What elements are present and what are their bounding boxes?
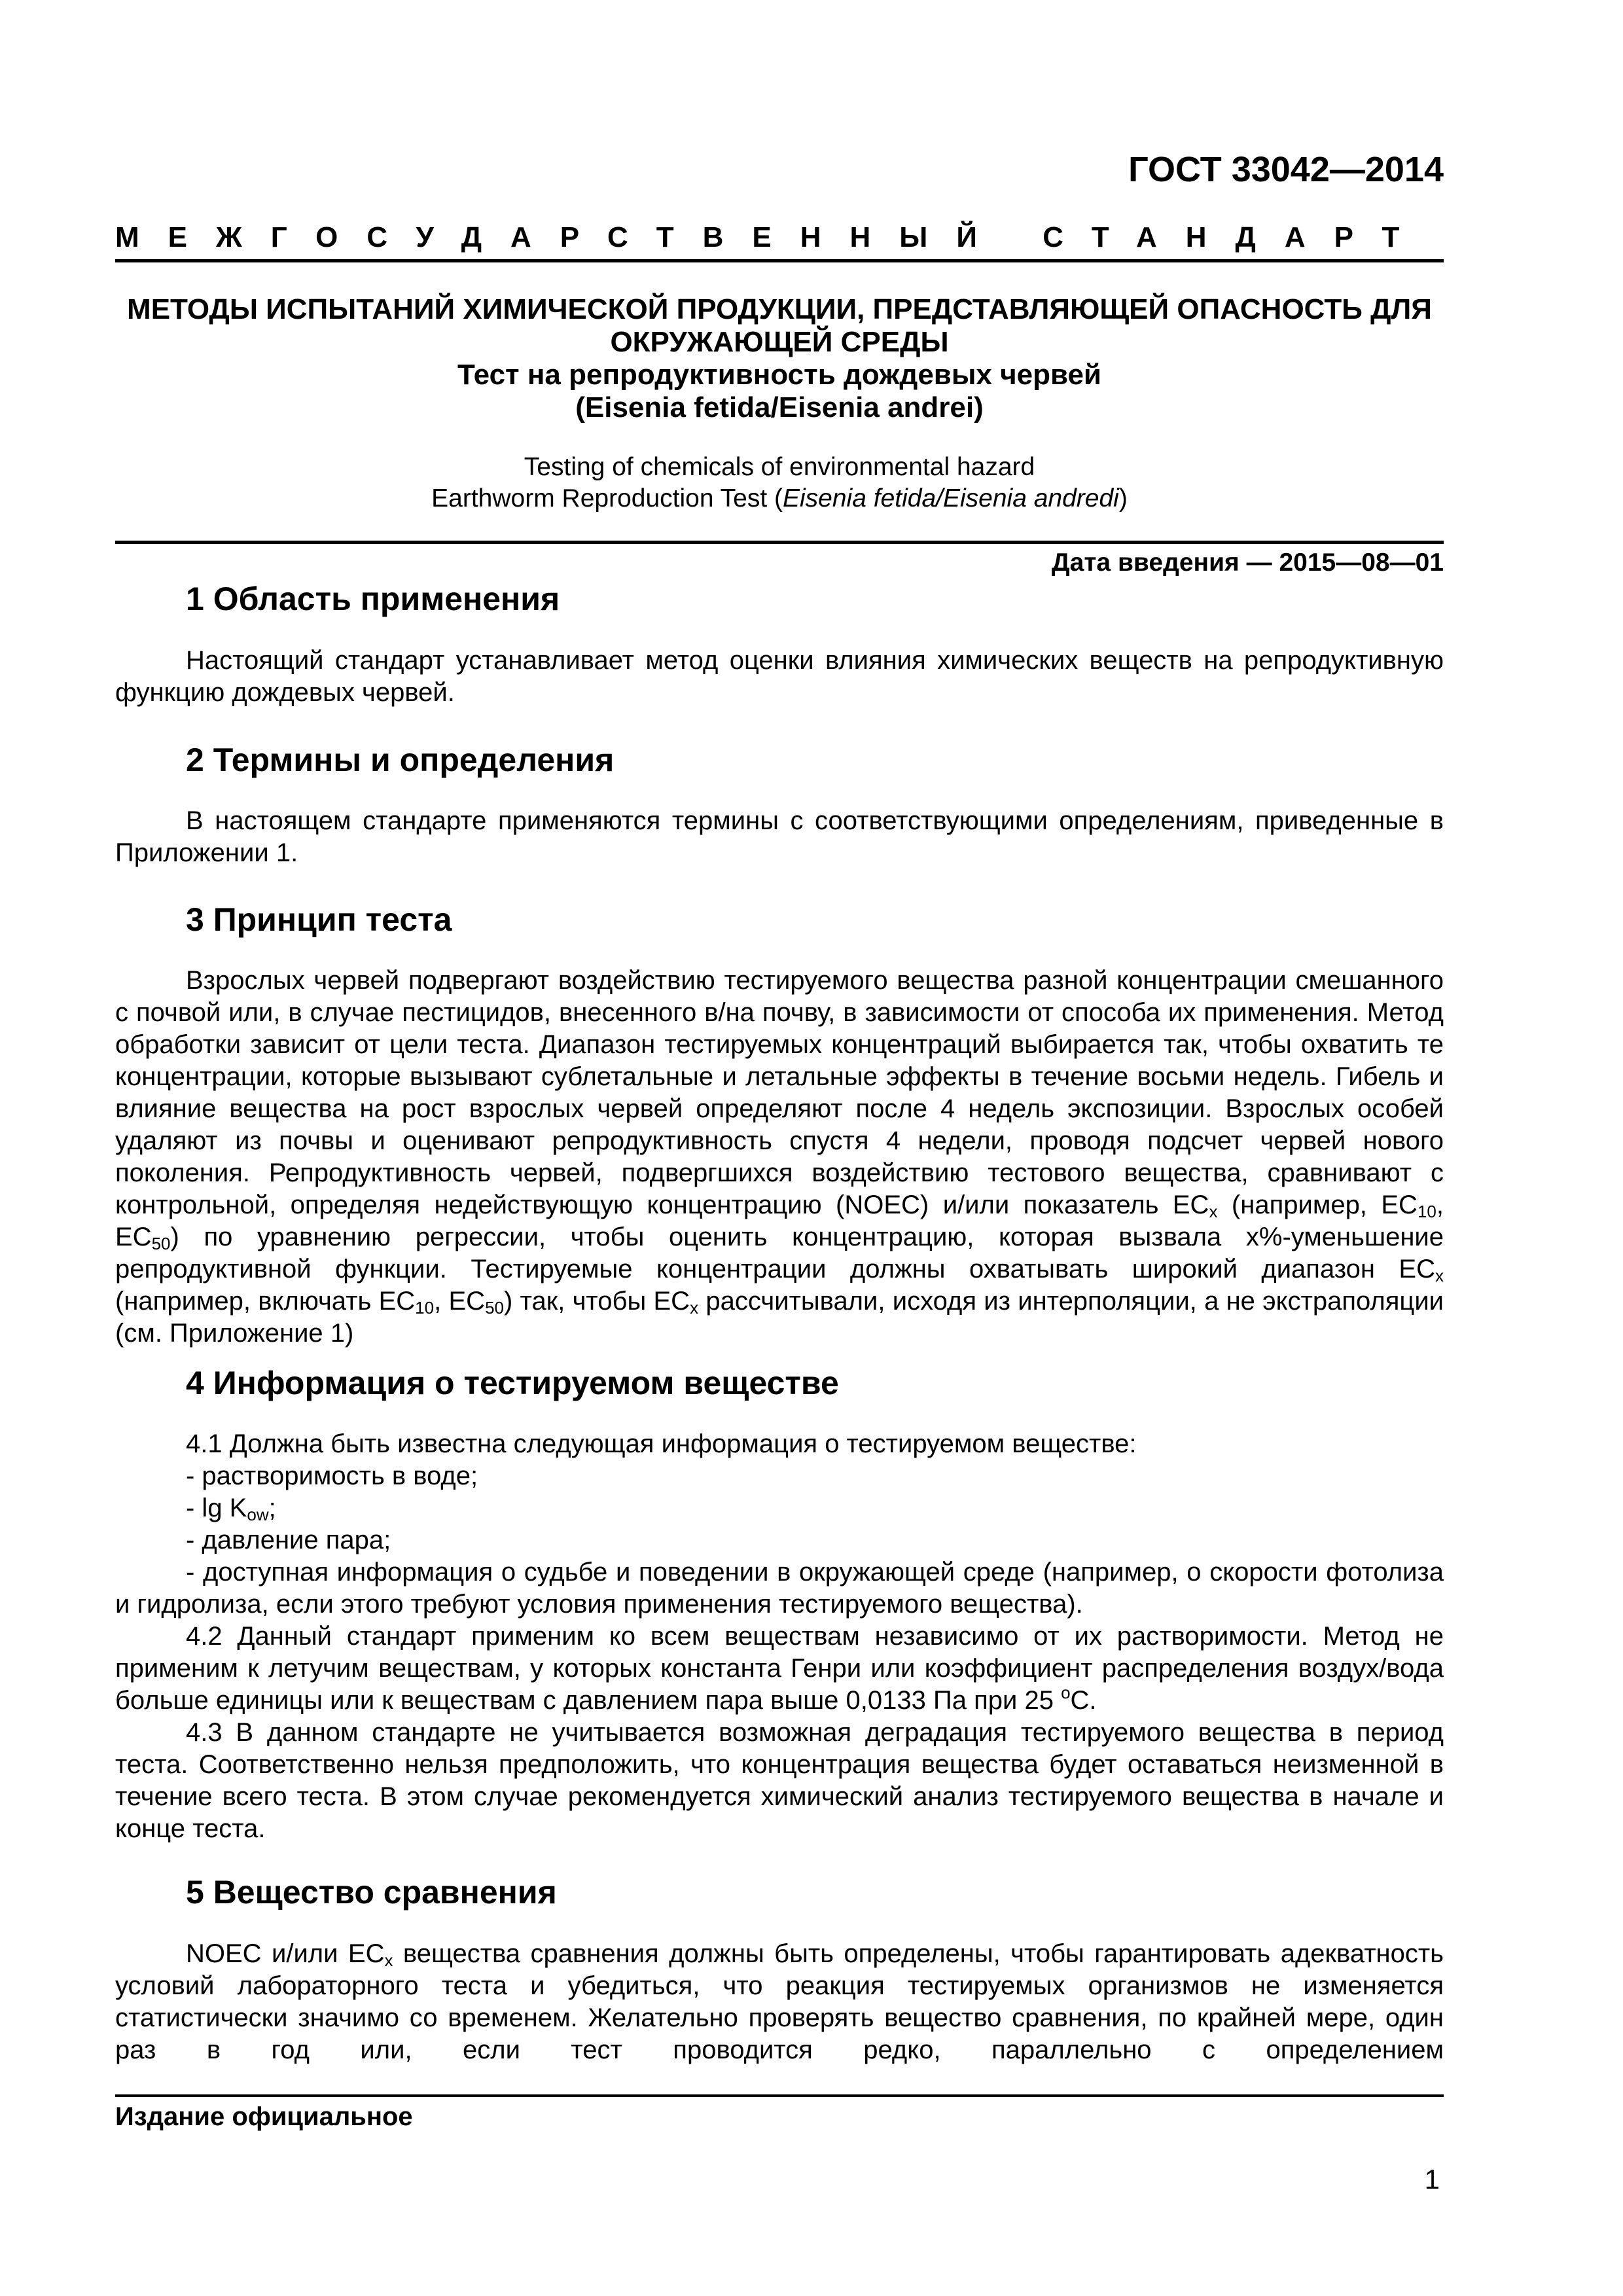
title-line-2: ОКРУЖАЮЩЕЙ СРЕДЫ (610, 326, 949, 358)
standard-banner: МЕЖГОСУДАРСТВЕННЫЙ СТАНДАРТ (115, 221, 1429, 253)
document-title (115, 293, 1444, 424)
list-item-environmental-fate: - доступная информация о судьбе и поведении в окружающей среде (например, о скорости фотолиза и гидролиза, если этого требуют условия применения тестируемого вещества). (115, 1558, 1444, 1619)
section-3-heading: 3 Принцип теста (186, 901, 452, 938)
section-4-1-intro: 4.1 Должна быть известна следующая информация о тестируемом веществе: (186, 1429, 1137, 1458)
english-title-line-1: Testing of chemicals of environmental hazard (524, 453, 1035, 481)
official-edition-label: Издание официальное (115, 2102, 413, 2131)
section-4-2-text: 4.2 Данный стандарт применим ко всем веществам независимо от их растворимости. Метод не применим к летучим веществам, у которых константа Генри или коэффициент распределения воздух/вода больше единицы или к веществам с давлением пара выше 0,0133 Па при 25 $^o$C. (115, 1622, 1444, 1715)
introduction-date: Дата введения — 2015—08—01 (1051, 548, 1444, 577)
species-name: Eisenia fetida/Eisenia andredi (783, 484, 1119, 512)
header-divider (115, 259, 1444, 262)
section-1-heading: 1 Область применения (186, 581, 560, 617)
document-number: ГОСТ 33042—2014 (1128, 150, 1444, 189)
english-title-line-2: Earthworm Reproduction Test (Eisenia fetida/Eisenia andredi) (431, 484, 1128, 512)
section-4-heading: 4 Информация о тестируемом веществе (186, 1365, 839, 1401)
section-2-text: В настоящем стандарте применяются термины с соответствующими определениям, приведенные в Приложении 1. (115, 806, 1444, 867)
english-title (115, 452, 1444, 514)
list-item-lgkow: - $\lg K_{ow}$; (186, 1494, 276, 1524)
title-line-1: МЕТОДЫ ИСПЫТАНИЙ ХИМИЧЕСКОЙ ПРОДУКЦИИ, ПРЕДСТАВЛЯЮЩЕЙ ОПАСНОСТЬ ДЛЯ (127, 293, 1432, 325)
section-4-3-text: 4.3 В данном стандарте не учитывается возможная деградация тестируемого вещества в период теста. Соответственно нельзя предположить, что концентрация вещества будет оставаться неизменной в течение всего теста. В этом случае рекомендуется химический анализ тестируемого вещества в начале и конце теста. (115, 1718, 1444, 1843)
section-5-text: NOEC и/или $EC_x$ вещества сравнения должны быть определены, чтобы гарантировать адекватность условий лабораторного теста и убедиться, что реакция тестируемых организмов не изменяется статистически значимо со временем. Желательно проверять вещество сравнения, по крайней мере, один раз в год или, если тест проводится редко, параллельно с определением (115, 1939, 1444, 2064)
title-divider (115, 541, 1444, 544)
footer-divider (115, 2094, 1444, 2097)
title-line-3: Тест на репродуктивность дождевых червей (457, 359, 1101, 391)
section-2-heading: 2 Термины и определения (186, 742, 615, 778)
section-3-text: Взрослых червей подвергают воздействию тестируемого вещества разной концентрации смешанного с почвой или, в случае пестицидов, внесенного в/на почву, в зависимости от способа их применения. Метод обработки зависит от цели теста. Диапазон тестируемых концентраций выбирается так, чтобы охватить те концентрации, которые вызывают сублетальные и летальные эффекты в течение восьми недель. Гибель и влияние вещества на рост взрослых червей определяют после 4 недель экспозиции. Взрослых особей удаляют из почвы и оценивают репродуктивность спустя 4 недели, проводя подсчет червей нового поколения. Репродуктивность червей, подвергшихся воздействию тестового вещества, сравнивают с контрольной, определяя недействующую концентрацию (NOEC) и/или показатель $EC_x$ (например, $EC_{10}$, $EC_{50}$) по уравнению регрессии, чтобы оценить концентрацию, которая вызвала x%-уменьшение репродуктивной функции. Тестируемые концентрации должны охватывать широкий диапазон $EC_x$ (например, включать $EC_{10}$, $EC_{50}$) так, чтобы $EC_x$ рассчитывали, исходя из интерполяции, а не экстраполяции (см. Приложение 1) (115, 966, 1444, 1348)
list-item-vapour-pressure: - давление пара; (186, 1526, 391, 1554)
list-item-solubility: - растворимость в воде; (186, 1462, 478, 1490)
title-line-4: (Eisenia fetida/Eisenia andrei) (575, 391, 984, 423)
section-1-text: Настоящий стандарт устанавливает метод оценки влияния химических веществ на репродуктивную функцию дождевых червей. (115, 646, 1444, 707)
section-5-heading: 5 Вещество сравнения (186, 1874, 557, 1910)
page-number: 1 (1424, 2164, 1440, 2195)
